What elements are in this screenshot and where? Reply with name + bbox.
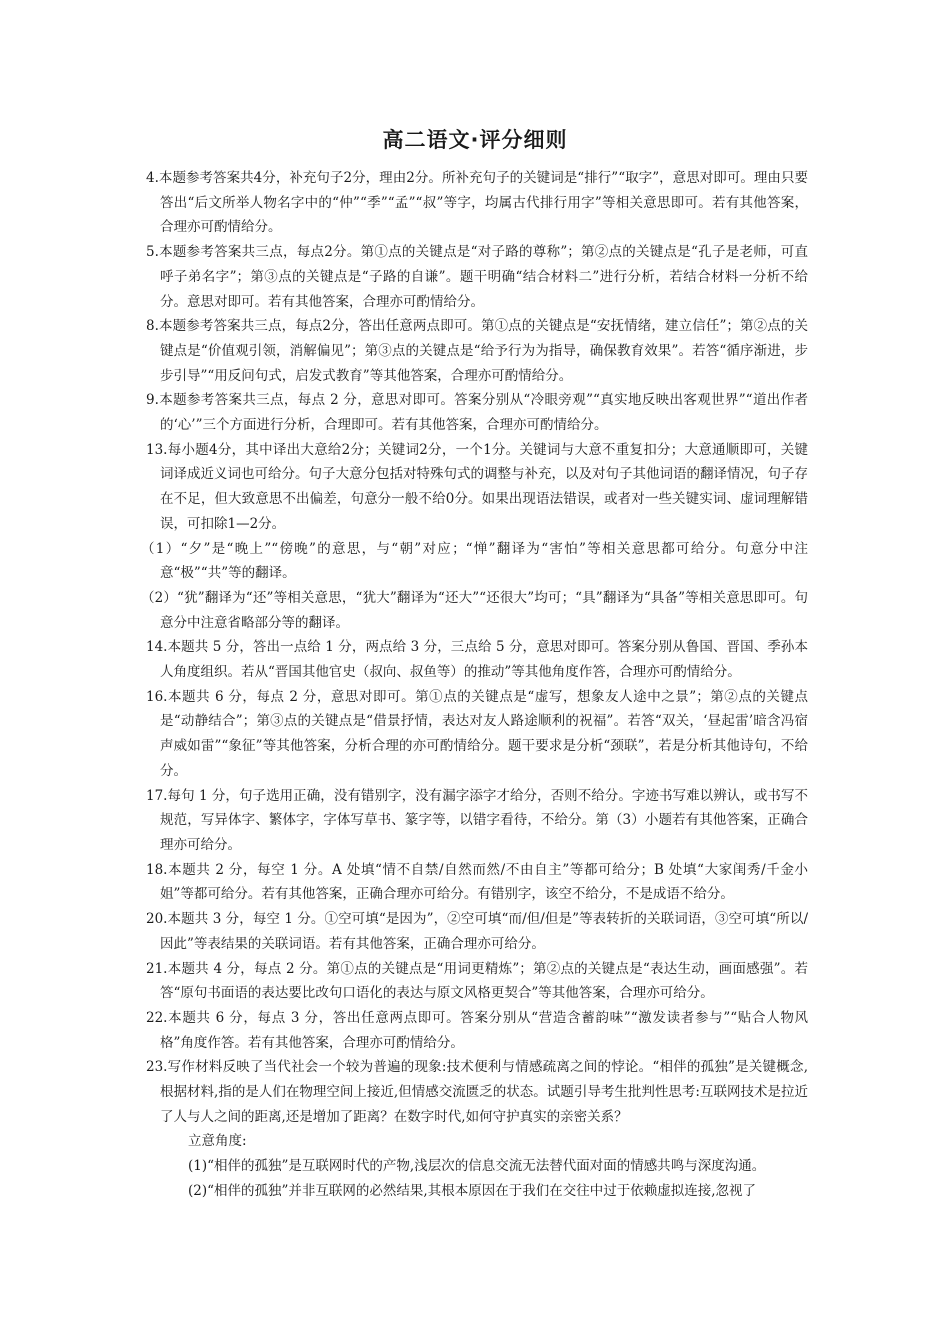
angle-item-2: (2)“相伴的孤独”并非互联网的必然结果,其根本原因在于我们在交往中过于依赖虚拟连接,忽视了: [188, 1182, 757, 1199]
answer-item-18: 18.本题共 2 分，每空 1 分。A 处填“情不自禁/自然而然/不由自主”等都可给分；B 处填“大家闺秀/千金小姐”等都可给分。若有其他答案，正确合理亦可给分。有错别字，该空不给分，不是成语不给分。: [146, 861, 808, 903]
answer-item-17: 17.每句 1 分，句子选用正确，没有错别字，没有漏字添字才给分，否则不给分。字迹书写难以辨认，或书写不规范，写异体字、繁体字，字体写草书、篆字等，以错字看待，不给分。第（3）小题若有其他答案，正确合理亦可给分。: [146, 787, 808, 853]
answer-item-13: 13.每小题4分，其中译出大意给2分；关键词2分，一个1分。关键词与大意不重复扣分；大意通顺即可，关键词译成近义词也可给分。句子大意分包括对特殊句式的调整与补充，以及对句子其他词语的翻译情况，句子存在不足，但大致意思不出偏差，句意分一般不给0分。如果出现语法错误，或者对一些关键实词、虚词理解错误，可扣除1—2分。: [146, 441, 808, 532]
page-title: 高二语文·评分细则: [382, 128, 568, 152]
answer-item-9: 9.本题参考答案共三点，每点 2 分，意思对即可。答案分别从“冷眼旁观”“真实地反映出客观世界”“道出作者的‘心’”三个方面进行分析，合理即可。若有其他答案，合理亦可酌情给分。: [146, 392, 808, 434]
answer-item-21: 21.本题共 4 分，每点 2 分。第①点的关键点是“用词更精炼”；第②点的关键点是“表达生动，画面感强”。若答“原句书面语的表达要比改句口语化的表达与原文风格更契合”等其他答案，合理亦可给分。: [146, 960, 808, 1002]
answer-item-8: 8.本题参考答案共三点，每点2分，答出任意两点即可。第①点的关键点是“安抚情绪，建立信任”；第②点的关键点是“价值观引领，消解偏见”；第③点的关键点是“给予行为为指导，确保教育效果”。若答“循序渐进，步步引导”“用反问句式，启发式教育”等其他答案，合理亦可酌情给分。: [146, 318, 808, 384]
document-body: [141, 166, 808, 1204]
answer-item-20: 20.本题共 3 分，每空 1 分。①空可填“是因为”，②空可填“而/但/但是”等表转折的关联词语，③空可填“所以/因此”等表结果的关联词语。若有其他答案，正确合理亦可给分。: [146, 911, 808, 952]
angle-item-1: (1)“相伴的孤独”是互联网时代的产物,浅层次的信息交流无法替代面对面的情感共鸣与深度沟通。: [188, 1158, 766, 1175]
answer-subitem-13-1: （1）“夕”是“晚上”“傍晚”的意思，与“朝”对应；“惮”翻译为“害怕”等相关意思都可给分。句意分中注意“极”“共”等的翻译。: [141, 540, 808, 582]
answer-subitem-13-2: （2）“犹”翻译为“还”等相关意思，“犹大”翻译为“还大”“还很大”均可；“具”翻译为“具备”等相关意思即可。句意分中注意省略部分等的翻译。: [141, 589, 808, 631]
answer-item-5: 5.本题参考答案共三点，每点2分。第①点的关键点是“对子路的尊称”；第②点的关键点是“孔子是老师，可直呼子弟名字”；第③点的关键点是“子路的自谦”。题干明确“结合材料二”进行分析，若结合材料一分析不给分。意思对即可。若有其他答案，合理亦可酌情给分。: [146, 244, 808, 310]
answer-item-23: 23.写作材料反映了当代社会一个较为普遍的现象:技术便利与情感疏离之间的悖论。“相伴的孤独”是关键概念,根据材料,指的是人们在物理空间上接近,但情感交流匮乏的状态。试题引导考生批判性思考:互联网技术是拉近了人与人之间的距离,还是增加了距离？在数字时代,如何守护真实的亲密关系？: [146, 1059, 808, 1125]
answer-item-14: 14.本题共 5 分，答出一点给 1 分，两点给 3 分，三点给 5 分，意思对即可。答案分别从鲁国、晋国、季孙本人角度组织。若从“晋国其他官史（叔向、叔鱼等）的推动”等其他角度作答，合理亦可酌情给分。: [146, 639, 808, 681]
answer-item-4: 4.本题参考答案共4分，补充句子2分，理由2分。所补充句子的关键词是“排行”“取字”，意思对即可。理由只要答出“后文所举人物名字中的“仲”“季”“孟”“叔”等字，均属古代排行用字”等相关意思即可。若有其他答案，合理亦可酌情给分。: [146, 170, 808, 236]
angle-label: 立意角度:: [188, 1133, 247, 1150]
answer-item-16: 16.本题共 6 分，每点 2 分，意思对即可。第①点的关键点是“虚写，想象友人途中之景”；第②点的关键点是“动静结合”；第③点的关键点是“借景抒情，表达对友人路途顺利的祝福”。若答“双关，‘昼起雷’暗含冯宿声威如雷”“象征”等其他答案，分析合理的亦可酌情给分。题干要求是分析“颈联”，若是分析其他诗句，不给分。: [146, 688, 808, 779]
answer-item-22: 22.本题共 6 分，每点 3 分，答出任意两点即可。答案分别从“营造含蓄韵味”“激发读者参与”“贴合人物风格”角度作答。若有其他答案，合理亦可酌情给分。: [146, 1009, 808, 1051]
